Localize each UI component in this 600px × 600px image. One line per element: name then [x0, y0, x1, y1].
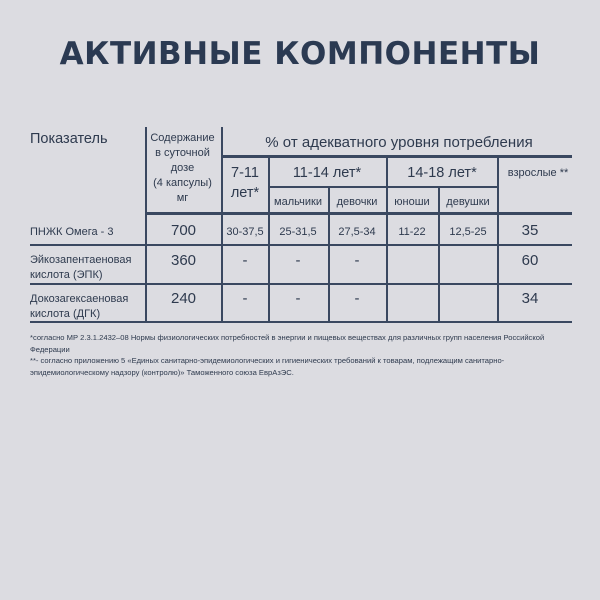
row-girls: 27,5-34 [338, 226, 376, 238]
grid-line [222, 155, 572, 158]
grid-line [30, 321, 572, 323]
grid-line [30, 283, 572, 285]
header-percent-title: % от адекватного уровня потребления [265, 134, 533, 151]
row-girls: - [354, 290, 360, 307]
row-boys: 25-31,5 [279, 226, 317, 238]
row-dose: 360 [170, 252, 197, 269]
grid-line [386, 155, 388, 321]
row-adults: 34 [521, 290, 539, 307]
header-age-7-11: 7-11 лет* [230, 165, 260, 201]
row-boys: - [295, 290, 301, 307]
header-boys: мальчики [274, 196, 322, 208]
header-content: Содержание в суточной дозе (4 капсулы) мг [150, 132, 215, 204]
header-young-men: юноши [394, 196, 430, 208]
row-boys: - [295, 252, 301, 269]
footnotes [30, 332, 578, 378]
row-age-7-11: 30-37,5 [226, 226, 264, 238]
row-girls: - [354, 252, 360, 269]
header-young-women: девушки [446, 196, 490, 208]
grid-line [145, 212, 572, 215]
row-adults: 60 [521, 252, 539, 269]
row-young-women: 12,5-25 [449, 226, 487, 238]
grid-line [30, 244, 572, 246]
grid-line [497, 155, 499, 321]
grid-line [145, 127, 147, 321]
grid-line [268, 186, 498, 188]
page-title: АКТИВНЫЕ КОМПОНЕНТЫ [59, 36, 541, 72]
header-age-11-14: 11-14 лет* [292, 165, 362, 181]
row-age-7-11: - [242, 252, 248, 269]
row-name: Докозагексаеновая кислота (ДГК) [30, 293, 129, 320]
header-indicator: Показатель [30, 131, 108, 147]
row-dose: 240 [170, 290, 197, 307]
header-girls: девочки [336, 196, 378, 208]
footnote: **- согласно приложению 5 «Единых санитарно-эпидемиологических и гигиенических требований к товарам, подлежащим санитарно-эпидемиологическому надзору (контролю)» Таможенного союза ЕврАзЭС. [30, 356, 505, 377]
grid-line [328, 186, 330, 321]
header-adults: взрослые ** [507, 167, 569, 179]
grid-line [221, 127, 223, 321]
grid-line [268, 155, 270, 321]
row-young-men: 11-22 [398, 226, 426, 238]
footnote: *согласно МР 2.3.1.2432–08 Нормы физиологических потребностей в энергии и пищевых веществах для различных групп населения Российской Федерации [30, 333, 545, 354]
header-age-14-18: 14-18 лет* [407, 165, 477, 181]
row-name: ПНЖК Омега - 3 [30, 226, 114, 238]
row-adults: 35 [521, 222, 539, 239]
row-dose: 700 [170, 222, 197, 239]
row-name: Эйкозапентаеновая кислота (ЭПК) [30, 254, 132, 281]
grid-line [438, 186, 440, 321]
row-age-7-11: - [242, 290, 248, 307]
